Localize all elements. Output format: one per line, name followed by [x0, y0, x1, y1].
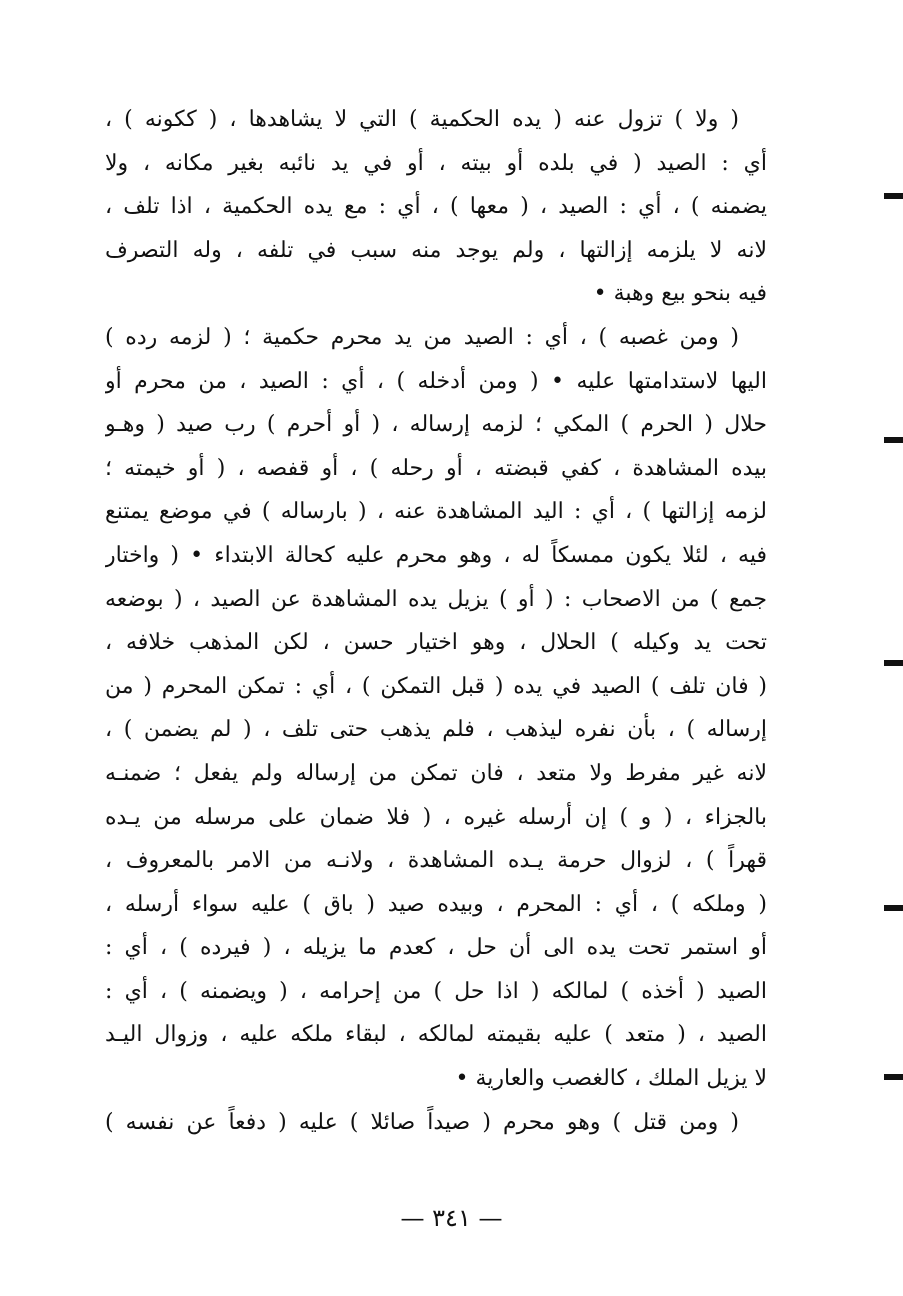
text-line: فيه ، لئلا يكون ممسكاً له ، وهو محرم عليه كحالة الابتداء • ( واختار: [105, 542, 767, 568]
scan-edge-mark: [884, 1074, 903, 1080]
text-line: اليها لاستدامتها عليه • ( ومن أدخله ) ، أي : الصيد ، من محرم أو: [105, 368, 767, 394]
text-line: ( وملكه ) ، أي : المحرم ، وبيده صيد ( باق ) عليه سواء أرسله ،: [105, 891, 767, 917]
text-line: فيه بنحو بيع وهبة •: [593, 281, 767, 307]
text-line: أي : الصيد ( في بلده أو بيته ، أو في يد نائبه بغير مكانه ، ولا: [105, 150, 767, 176]
text-line: لا يزيل الملك ، كالغصب والعارية •: [455, 1066, 767, 1092]
page-number: — ٣٤١ —: [400, 1204, 503, 1232]
paragraph-3: [105, 1101, 767, 1145]
text-line: الصيد ، ( متعد ) عليه بقيمته لمالكه ، لبقاء ملكه عليه ، وزوال اليـد: [105, 1022, 767, 1048]
text-line: لزمه إزالتها ) ، أي : اليد المشاهدة عنه ، ( بارساله ) في موضع يمتنع: [105, 499, 767, 525]
paragraph-2: [105, 316, 767, 1101]
scan-edge-mark: [884, 193, 903, 199]
scan-edge-mark: [884, 660, 903, 666]
text-line: جمع ) من الاصحاب : ( أو ) يزيل يده المشاهدة عن الصيد ، ( بوضعه: [105, 586, 767, 612]
paragraph-1: [105, 98, 767, 316]
text-line: ( ومن قتل ) وهو محرم ( صيداً صائلا ) عليه ( دفعاً عن نفسه ): [105, 1109, 739, 1135]
text-line: أو استمر تحت يده الى أن حل ، كعدم ما يزيله ، ( فيرده ) ، أي :: [105, 935, 767, 961]
text-line: حلال ( الحرم ) المكي ؛ لزمه إرساله ، ( أو أحرم ) رب صيد ( وهـو: [105, 412, 767, 438]
text-line: بيده المشاهدة ، كفي قبضته ، أو رحله ) ، أو قفصه ، ( أو خيمته ؛: [105, 455, 767, 481]
text-line: قهراً ) ، لزوال حرمة يـده المشاهدة ، ولانـه من الامر بالمعروف ،: [105, 848, 767, 874]
text-line: ( ومن غصبه ) ، أي : الصيد من يد محرم حكمية ؛ ( لزمه رده ): [105, 324, 739, 350]
text-line: الصيد ( أخذه ) لمالكه ( اذا حل ) من إحرامه ، ( ويضمنه ) ، أي :: [105, 978, 767, 1004]
text-line: لانه لا يلزمه إزالتها ، ولم يوجد منه سبب في تلفه ، وله التصرف: [105, 237, 767, 263]
scan-edge-mark: [884, 905, 903, 911]
text-line: بالجزاء ، ( و ) إن أرسله غيره ، ( فلا ضمان على مرسله من يـده: [105, 804, 767, 830]
text-line: يضمنه ) ، أي : الصيد ، ( معها ) ، أي : مع يده الحكمية ، اذا تلف ،: [105, 194, 767, 220]
text-line: تحت يد وكيله ) الحلال ، وهو اختيار حسن ، لكن المذهب خلافه ،: [105, 630, 767, 656]
text-line: لانه غير مفرط ولا متعد ، فان تمكن من إرساله ولم يفعل ؛ ضمنـه: [105, 760, 767, 786]
text-line: ( ولا ) تزول عنه ( يده الحكمية ) التي لا يشاهدها ، ( ككونه ) ،: [105, 107, 739, 132]
scan-edge-mark: [884, 437, 903, 443]
page-text: [105, 98, 767, 1144]
text-line: إرساله ) ، بأن نفره ليذهب ، فلم يذهب حتى تلف ، ( لم يضمن ) ،: [105, 717, 767, 743]
text-line: ( فان تلف ) الصيد في يده ( قبل التمكن ) ، أي : تمكن المحرم ( من: [105, 673, 767, 699]
